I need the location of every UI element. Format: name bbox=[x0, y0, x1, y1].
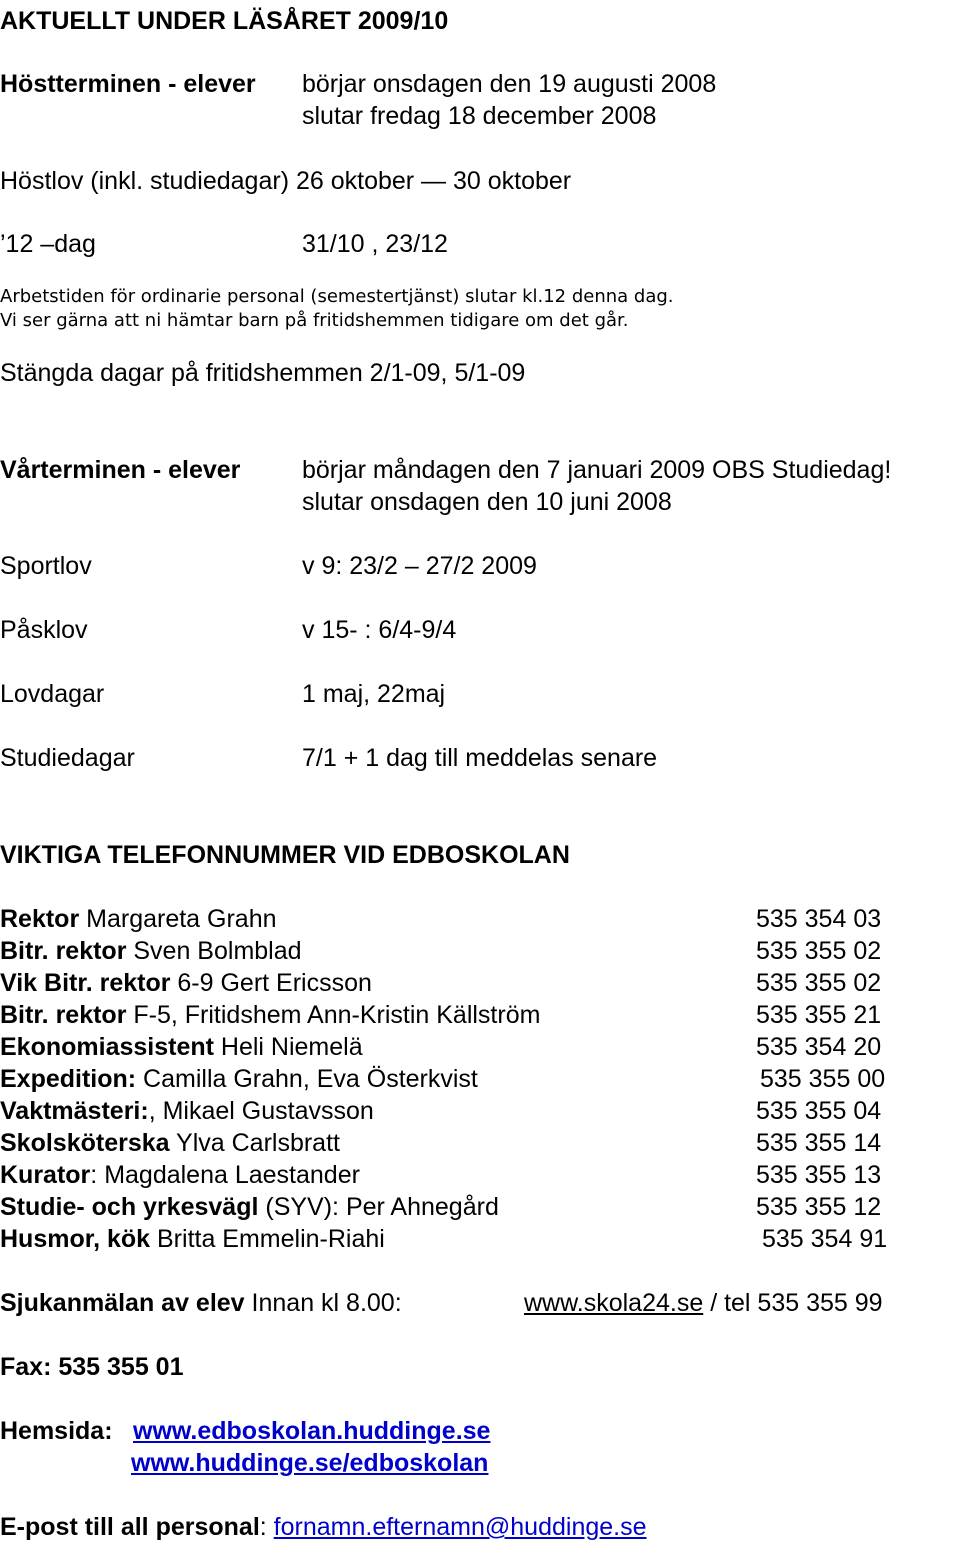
contact-role: Ekonomiassistent bbox=[0, 1033, 214, 1061]
contact-phone: 535 354 03 bbox=[756, 905, 882, 933]
contact-row bbox=[0, 1224, 888, 1254]
hosttermin-start: börjar onsdagen den 19 augusti 2008 bbox=[302, 70, 717, 98]
contact-phone: 535 355 14 bbox=[756, 1129, 882, 1157]
contact-phone: 535 354 91 bbox=[762, 1225, 888, 1253]
contact-row bbox=[0, 904, 882, 934]
schedule-row bbox=[0, 615, 457, 645]
hemsida-row bbox=[0, 1416, 491, 1446]
contact-row bbox=[0, 1032, 882, 1062]
contact-row bbox=[0, 1128, 882, 1158]
contact-role: Skolsköterska bbox=[0, 1129, 170, 1157]
hosttermin-end: slutar fredag 18 december 2008 bbox=[302, 102, 657, 130]
contact-role: Vik Bitr. rektor bbox=[0, 969, 171, 997]
schedule-row bbox=[0, 679, 446, 709]
contact-role: Bitr. rektor bbox=[0, 1001, 127, 1029]
hosttermin-row bbox=[0, 69, 717, 99]
epost-row bbox=[0, 1512, 647, 1542]
contact-role: Vaktmästeri: bbox=[0, 1097, 149, 1125]
skola24-link[interactable]: www.skola24.se bbox=[524, 1289, 704, 1317]
contact-row bbox=[0, 1064, 886, 1094]
contact-role: Husmor, kök bbox=[0, 1225, 151, 1253]
varterm-start: börjar måndagen den 7 januari 2009 OBS Studiedag! bbox=[302, 456, 892, 484]
schedule-row bbox=[0, 551, 537, 581]
hemsida-link-1[interactable]: www.edboskolan.huddinge.se bbox=[133, 1417, 491, 1445]
contact-role: Bitr. rektor bbox=[0, 937, 127, 965]
sjukanmalan-time: Innan kl 8.00: bbox=[244, 1289, 402, 1317]
arbetstid-line-1: Arbetstiden för ordinarie personal (semestertjänst) slutar kl.12 denna dag. bbox=[0, 286, 674, 307]
varterm-row bbox=[0, 455, 892, 485]
phone-heading: VIKTIGA TELEFONNUMMER VID EDBOSKOLAN bbox=[0, 841, 570, 869]
hemsida-label: Hemsida: bbox=[0, 1417, 113, 1445]
epost-link[interactable]: fornamn.efternamn@huddinge.se bbox=[273, 1513, 647, 1541]
contact-name: Britta Emmelin-Riahi bbox=[150, 1225, 385, 1253]
contact-name: 6-9 Gert Ericsson bbox=[170, 969, 372, 997]
contact-name: : Magdalena Laestander bbox=[90, 1161, 360, 1189]
schedule-label: Lovdagar bbox=[0, 680, 105, 708]
sjukanmalan-tel: / tel 535 355 99 bbox=[703, 1289, 883, 1317]
epost-label: E-post till all personal bbox=[0, 1513, 260, 1541]
contact-name: Ylva Carlsbratt bbox=[169, 1129, 340, 1157]
epost-sep: : bbox=[259, 1513, 274, 1541]
schedule-label: Studiedagar bbox=[0, 744, 135, 772]
contact-role: Studie- och yrkesvägl bbox=[0, 1193, 259, 1221]
contact-row bbox=[0, 936, 882, 966]
fax: Fax: 535 355 01 bbox=[0, 1353, 184, 1381]
contact-name: , Mikael Gustavsson bbox=[148, 1097, 374, 1125]
sjukanmalan-label: Sjukanmälan av elev bbox=[0, 1289, 245, 1317]
varterm-label: Vårterminen - elever bbox=[0, 456, 241, 484]
schedule-label: Påsklov bbox=[0, 616, 88, 644]
contact-phone: 535 355 21 bbox=[756, 1001, 882, 1029]
contact-row bbox=[0, 1192, 882, 1222]
contact-name: Sven Bolmblad bbox=[126, 937, 302, 965]
contact-phone: 535 355 04 bbox=[756, 1097, 882, 1125]
contact-name: (SYV): Per Ahnegård bbox=[258, 1193, 499, 1221]
page-title: AKTUELLT UNDER LÄSÅRET 2009/10 bbox=[0, 7, 449, 35]
contact-phone: 535 355 00 bbox=[760, 1065, 886, 1093]
contact-row bbox=[0, 968, 882, 998]
contact-row bbox=[0, 1160, 882, 1190]
contact-phone: 535 354 20 bbox=[756, 1033, 882, 1061]
varterm-end: slutar onsdagen den 10 juni 2008 bbox=[302, 488, 672, 516]
arbetstid-line-2: Vi ser gärna att ni hämtar barn på fritidshemmen tidigare om det går. bbox=[0, 310, 629, 331]
contact-row bbox=[0, 1096, 882, 1126]
contact-name: F-5, Fritidshem Ann-Kristin Källström bbox=[126, 1001, 541, 1029]
contact-name: Heli Niemelä bbox=[213, 1033, 363, 1061]
contact-phone: 535 355 12 bbox=[756, 1193, 882, 1221]
contact-phone: 535 355 02 bbox=[756, 937, 882, 965]
dag12-label: ’12 –dag bbox=[0, 230, 96, 258]
contact-row bbox=[0, 1000, 882, 1030]
sjukanmalan-row bbox=[0, 1288, 883, 1318]
contact-name: Margareta Grahn bbox=[79, 905, 277, 933]
contact-role: Kurator bbox=[0, 1161, 91, 1189]
contact-role: Rektor bbox=[0, 905, 80, 933]
hosttermin-label: Höstterminen - elever bbox=[0, 70, 256, 98]
dag12-row bbox=[0, 229, 448, 259]
dag12-value: 31/10 , 23/12 bbox=[302, 230, 448, 258]
schedule-label: Sportlov bbox=[0, 552, 92, 580]
schedule-row bbox=[0, 743, 658, 773]
hemsida-link-2[interactable]: www.huddinge.se/edboskolan bbox=[131, 1449, 489, 1477]
schedule-value: v 9: 23/2 – 27/2 2009 bbox=[302, 552, 537, 580]
contact-name: Camilla Grahn, Eva Österkvist bbox=[136, 1065, 478, 1093]
schedule-value: v 15- : 6/4-9/4 bbox=[302, 616, 457, 644]
schedule-value: 1 maj, 22maj bbox=[302, 680, 446, 708]
contact-phone: 535 355 02 bbox=[756, 969, 882, 997]
contact-phone: 535 355 13 bbox=[756, 1161, 882, 1189]
schedule-value: 7/1 + 1 dag till meddelas senare bbox=[302, 744, 658, 772]
hostlov: Höstlov (inkl. studiedagar) 26 oktober — 30 oktober bbox=[0, 167, 572, 195]
stangda-dagar: Stängda dagar på fritidshemmen 2/1-09, 5/1-09 bbox=[0, 359, 526, 387]
contact-role: Expedition: bbox=[0, 1065, 137, 1093]
